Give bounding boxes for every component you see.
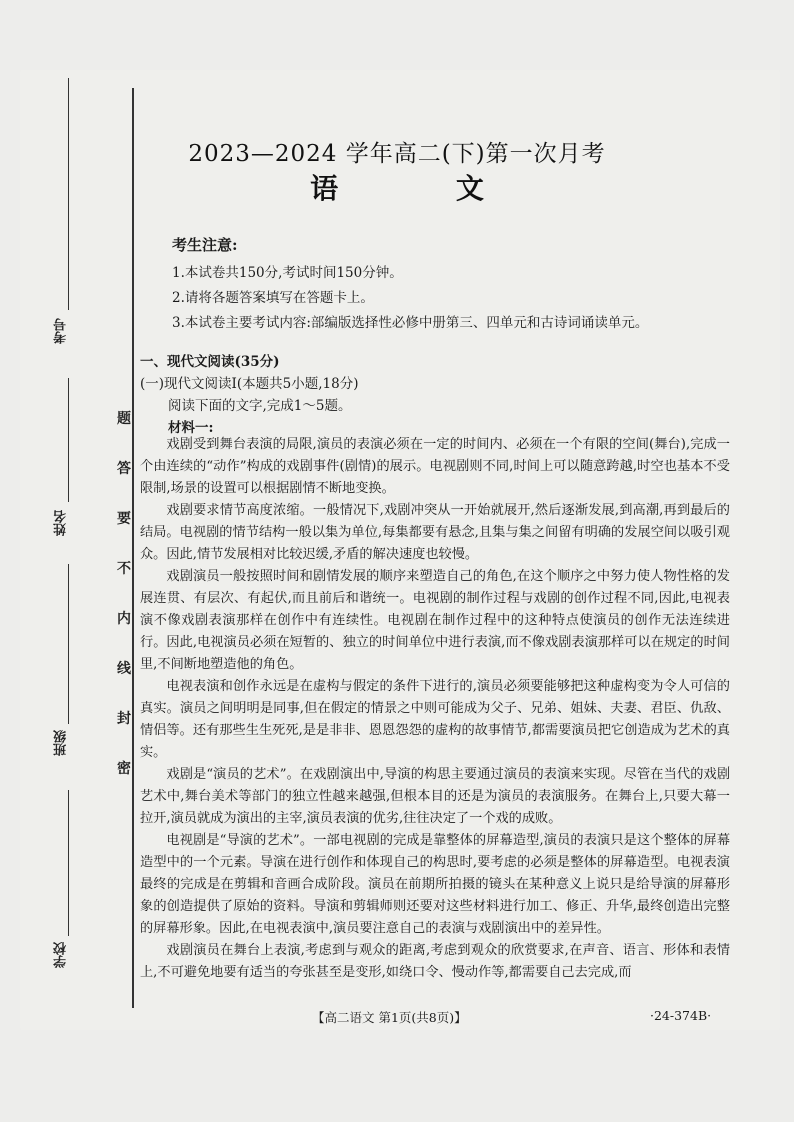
class-blank [68, 564, 69, 724]
name-label: 姓名 [54, 510, 69, 536]
seal-notice-char: 密 [117, 761, 131, 777]
seal-notice-char: 要 [117, 511, 131, 527]
class-label: 班级 [54, 730, 69, 756]
subject-title: 语 文 [310, 172, 538, 205]
candidate-notice [172, 234, 732, 336]
page-info: 【高二语文 第1页(共8页)】 [312, 1010, 467, 1025]
school-blank [68, 790, 69, 936]
notice-heading: 考生注意: [172, 236, 238, 254]
binding-seal-line [132, 88, 134, 1008]
paragraph: 电视剧是“导演的艺术”。一部电视剧的完成是靠整体的屏幕造型,演员的表演只是这个整体的屏幕造型中的一个元素。导演在进行创作和体现自己的构思时,要考虑的必须是整体的屏幕造型。电视表演最终的完成是在剪辑和音画合成阶段。演员在前期所拍摄的镜头在某种意义上说只是给导演的屏幕形象的创造提供了原始的资料。导演和剪辑师则还要对这些材料进行加工、修正、升华,最终创造出完整的屏幕形象。因此,在电视表演中,演员要注意自己的表演与戏剧演出中的差异性。 [140, 833, 730, 936]
notice-item: 1.本试卷共150分,考试时间150分钟。 [172, 265, 403, 281]
exam-title: 2023—2024 学年高二(下)第一次月考 [188, 141, 606, 167]
paper-code: ·24-374B· [650, 1008, 712, 1023]
notice-item: 3.本试卷主要考试内容:部编版选择性必修中册第三、四单元和古诗词诵读单元。 [172, 315, 649, 331]
seal-notice-char: 内 [117, 611, 131, 627]
name-blank [68, 378, 69, 502]
exam-number-label: 考号 [54, 318, 69, 344]
seal-notice-char: 线 [117, 661, 131, 677]
paragraph: 戏剧演员在舞台上表演,考虑到与观众的距离,考虑到观众的欣赏要求,在声音、语言、形体和表情上,不可避免地要有适当的夸张甚至是变形,如绕口令、慢动作等,都需要自己去完成,而 [140, 943, 730, 980]
material-label: 材料一: [168, 420, 214, 436]
part-title: 一、现代文阅读(35分) [140, 354, 280, 370]
binding-margin [28, 78, 131, 1018]
paragraph: 电视表演和创作永远是在虚构与假定的条件下进行的,演员必须要能够把这种虚构变为令人可信的真实。演员之间明明是同事,但在假定的情景之中则可能成为父子、兄弟、姐妹、夫妻、君臣、仇敌、情侣等。还有那些生生死死,是是非非、恩恩怨怨的虚构的故事情节,都需要演员把它创造成为艺术的真实。 [140, 679, 730, 760]
seal-notice-char: 答 [117, 461, 131, 477]
paragraph: 戏剧演员一般按照时间和剧情发展的顺序来塑造自己的角色,在这个顺序之中努力使人物性格的发展连贯、有层次、有起伏,而且前后和谐统一。电视剧的制作过程与戏剧的创作过程不同,因此,电视表演不像戏剧表演那样在创作中有连续性。电视剧在制作过程中的这种特点使演员的创作无法连续进行。因此,电视演员必须在短暂的、独立的时间单位中进行表演,而不像戏剧表演那样可以在规定的时间里,不间断地塑造他的角色。 [140, 569, 730, 672]
seal-notice-char: 题 [117, 411, 131, 427]
paragraph: 戏剧受到舞台表演的局限,演员的表演必须在一定的时间内、必须在一个有限的空间(舞台),完成一个由连续的“动作”构成的戏剧事件(剧情)的展示。电视剧则不同,时间上可以随意跨越,时空也基本不受限制,场景的设置可以根据剧情不断地变换。 [140, 437, 730, 496]
reading-instruction: 阅读下面的文字,完成1～5题。 [168, 398, 352, 414]
seal-notice-char: 封 [117, 711, 131, 727]
paragraph: 戏剧要求情节高度浓缩。一般情况下,戏剧冲突从一开始就展开,然后逐渐发展,到高潮,再到最后的结局。电视剧的情节结构一般以集为单位,每集都要有悬念,且集与集之间留有明确的发展空间以吸引观众。因此,情节发展相对比较迟缓,矛盾的解决速度也较慢。 [140, 503, 730, 562]
paragraph: 戏剧是“演员的艺术”。在戏剧演出中,导演的构思主要通过演员的表演来实现。尽管在当代的戏剧艺术中,舞台美术等部门的独立性越来越强,但根本目的还是为演员的表演服务。在舞台上,只要大幕一拉开,演员就成为演出的主宰,演员表演的优劣,往往决定了一个戏的成败。 [140, 767, 730, 826]
seal-notice-char: 不 [117, 561, 131, 577]
school-label: 学校 [54, 942, 69, 968]
reading-material [140, 434, 730, 984]
notice-item: 2.请将各题答案填写在答题卡上。 [172, 290, 374, 306]
sub-section-title: (一)现代文阅读Ⅰ(本题共5小题,18分) [140, 376, 359, 392]
